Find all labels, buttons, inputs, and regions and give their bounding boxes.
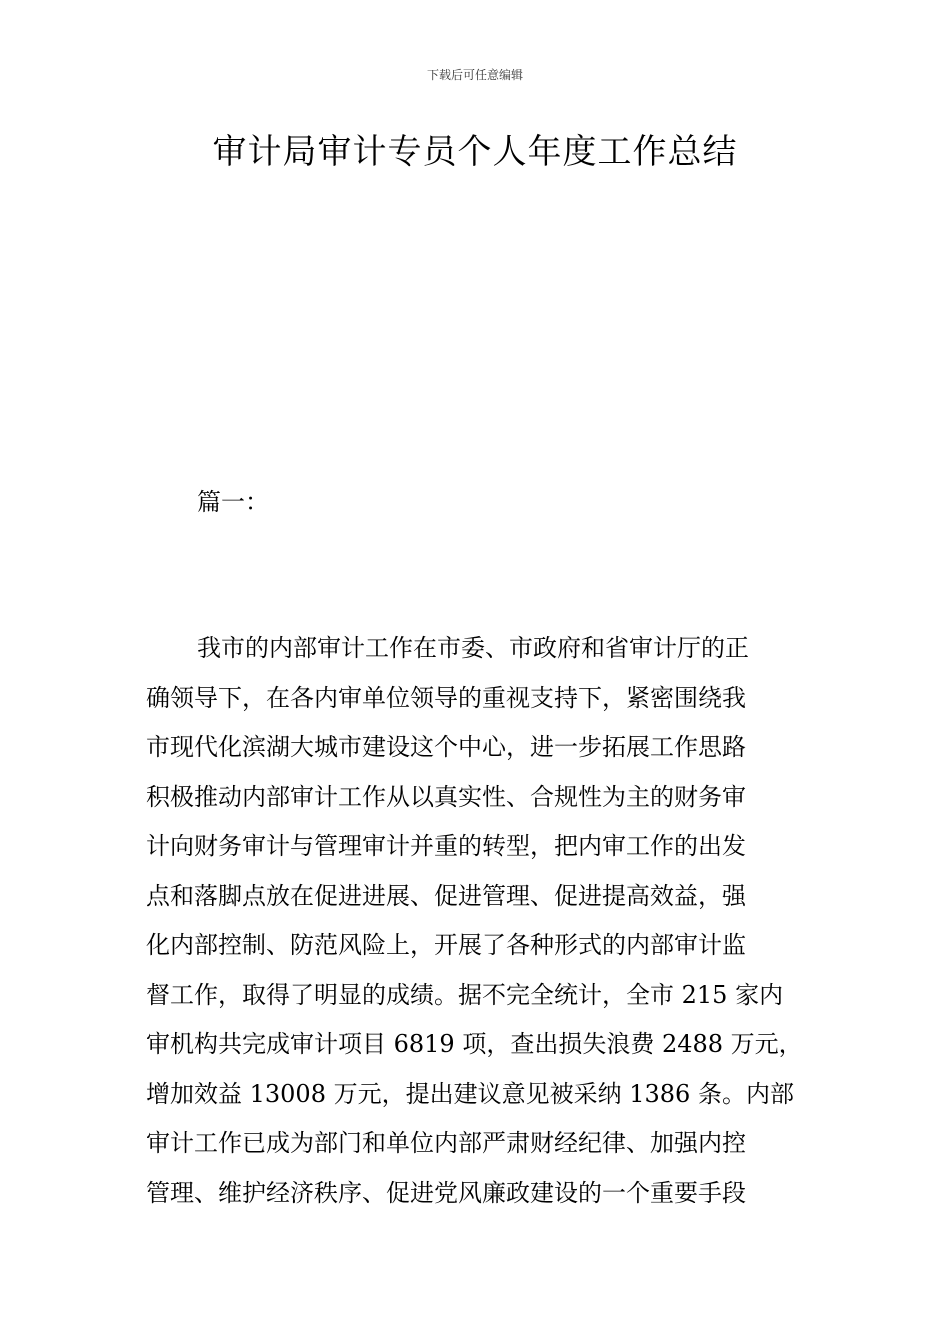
paragraph-line: 审机构共完成审计项目 6819 项，查出损失浪费 2488 万元， (146, 1030, 803, 1058)
paragraph-line: 确领导下，在各内审单位领导的重视支持下，紧密围绕我 (146, 683, 746, 712)
document-title: 审计局审计专员个人年度工作总结 (212, 132, 738, 172)
section-label: 篇一： (197, 488, 269, 516)
paragraph-line: 管理、维护经济秩序、促进党风廉政建设的一个重要手段 (146, 1178, 746, 1207)
paragraph-line: 计向财务审计与管理审计并重的转型，把内审工作的出发 (146, 832, 746, 860)
paragraph-line: 审计工作已成为部门和单位内部严肃财经纪律、加强内控 (146, 1129, 746, 1157)
paragraph-line: 点和落脚点放在促进进展、促进管理、促进提高效益，强 (146, 881, 746, 910)
paragraph-line: 督工作，取得了明显的成绩。据不完全统计，全市 215 家内 (146, 980, 784, 1009)
paragraph-line: 积极推动内部审计工作从以真实性、合规性为主的财务审 (146, 782, 746, 811)
body-paragraph (146, 624, 812, 1218)
paragraph-line: 我市的内部审计工作在市委、市政府和省审计厅的正 (197, 634, 749, 662)
paragraph-line: 化内部控制、防范风险上，开展了各种形式的内部审计监 (146, 931, 746, 959)
paragraph-line: 市现代化滨湖大城市建设这个中心，进一步拓展工作思路 (146, 733, 746, 761)
paragraph-line: 增加效益 13008 万元，提出建议意见被采纳 1386 条。内部 (146, 1079, 794, 1108)
header-note: 下载后可任意编辑 (426, 68, 523, 82)
